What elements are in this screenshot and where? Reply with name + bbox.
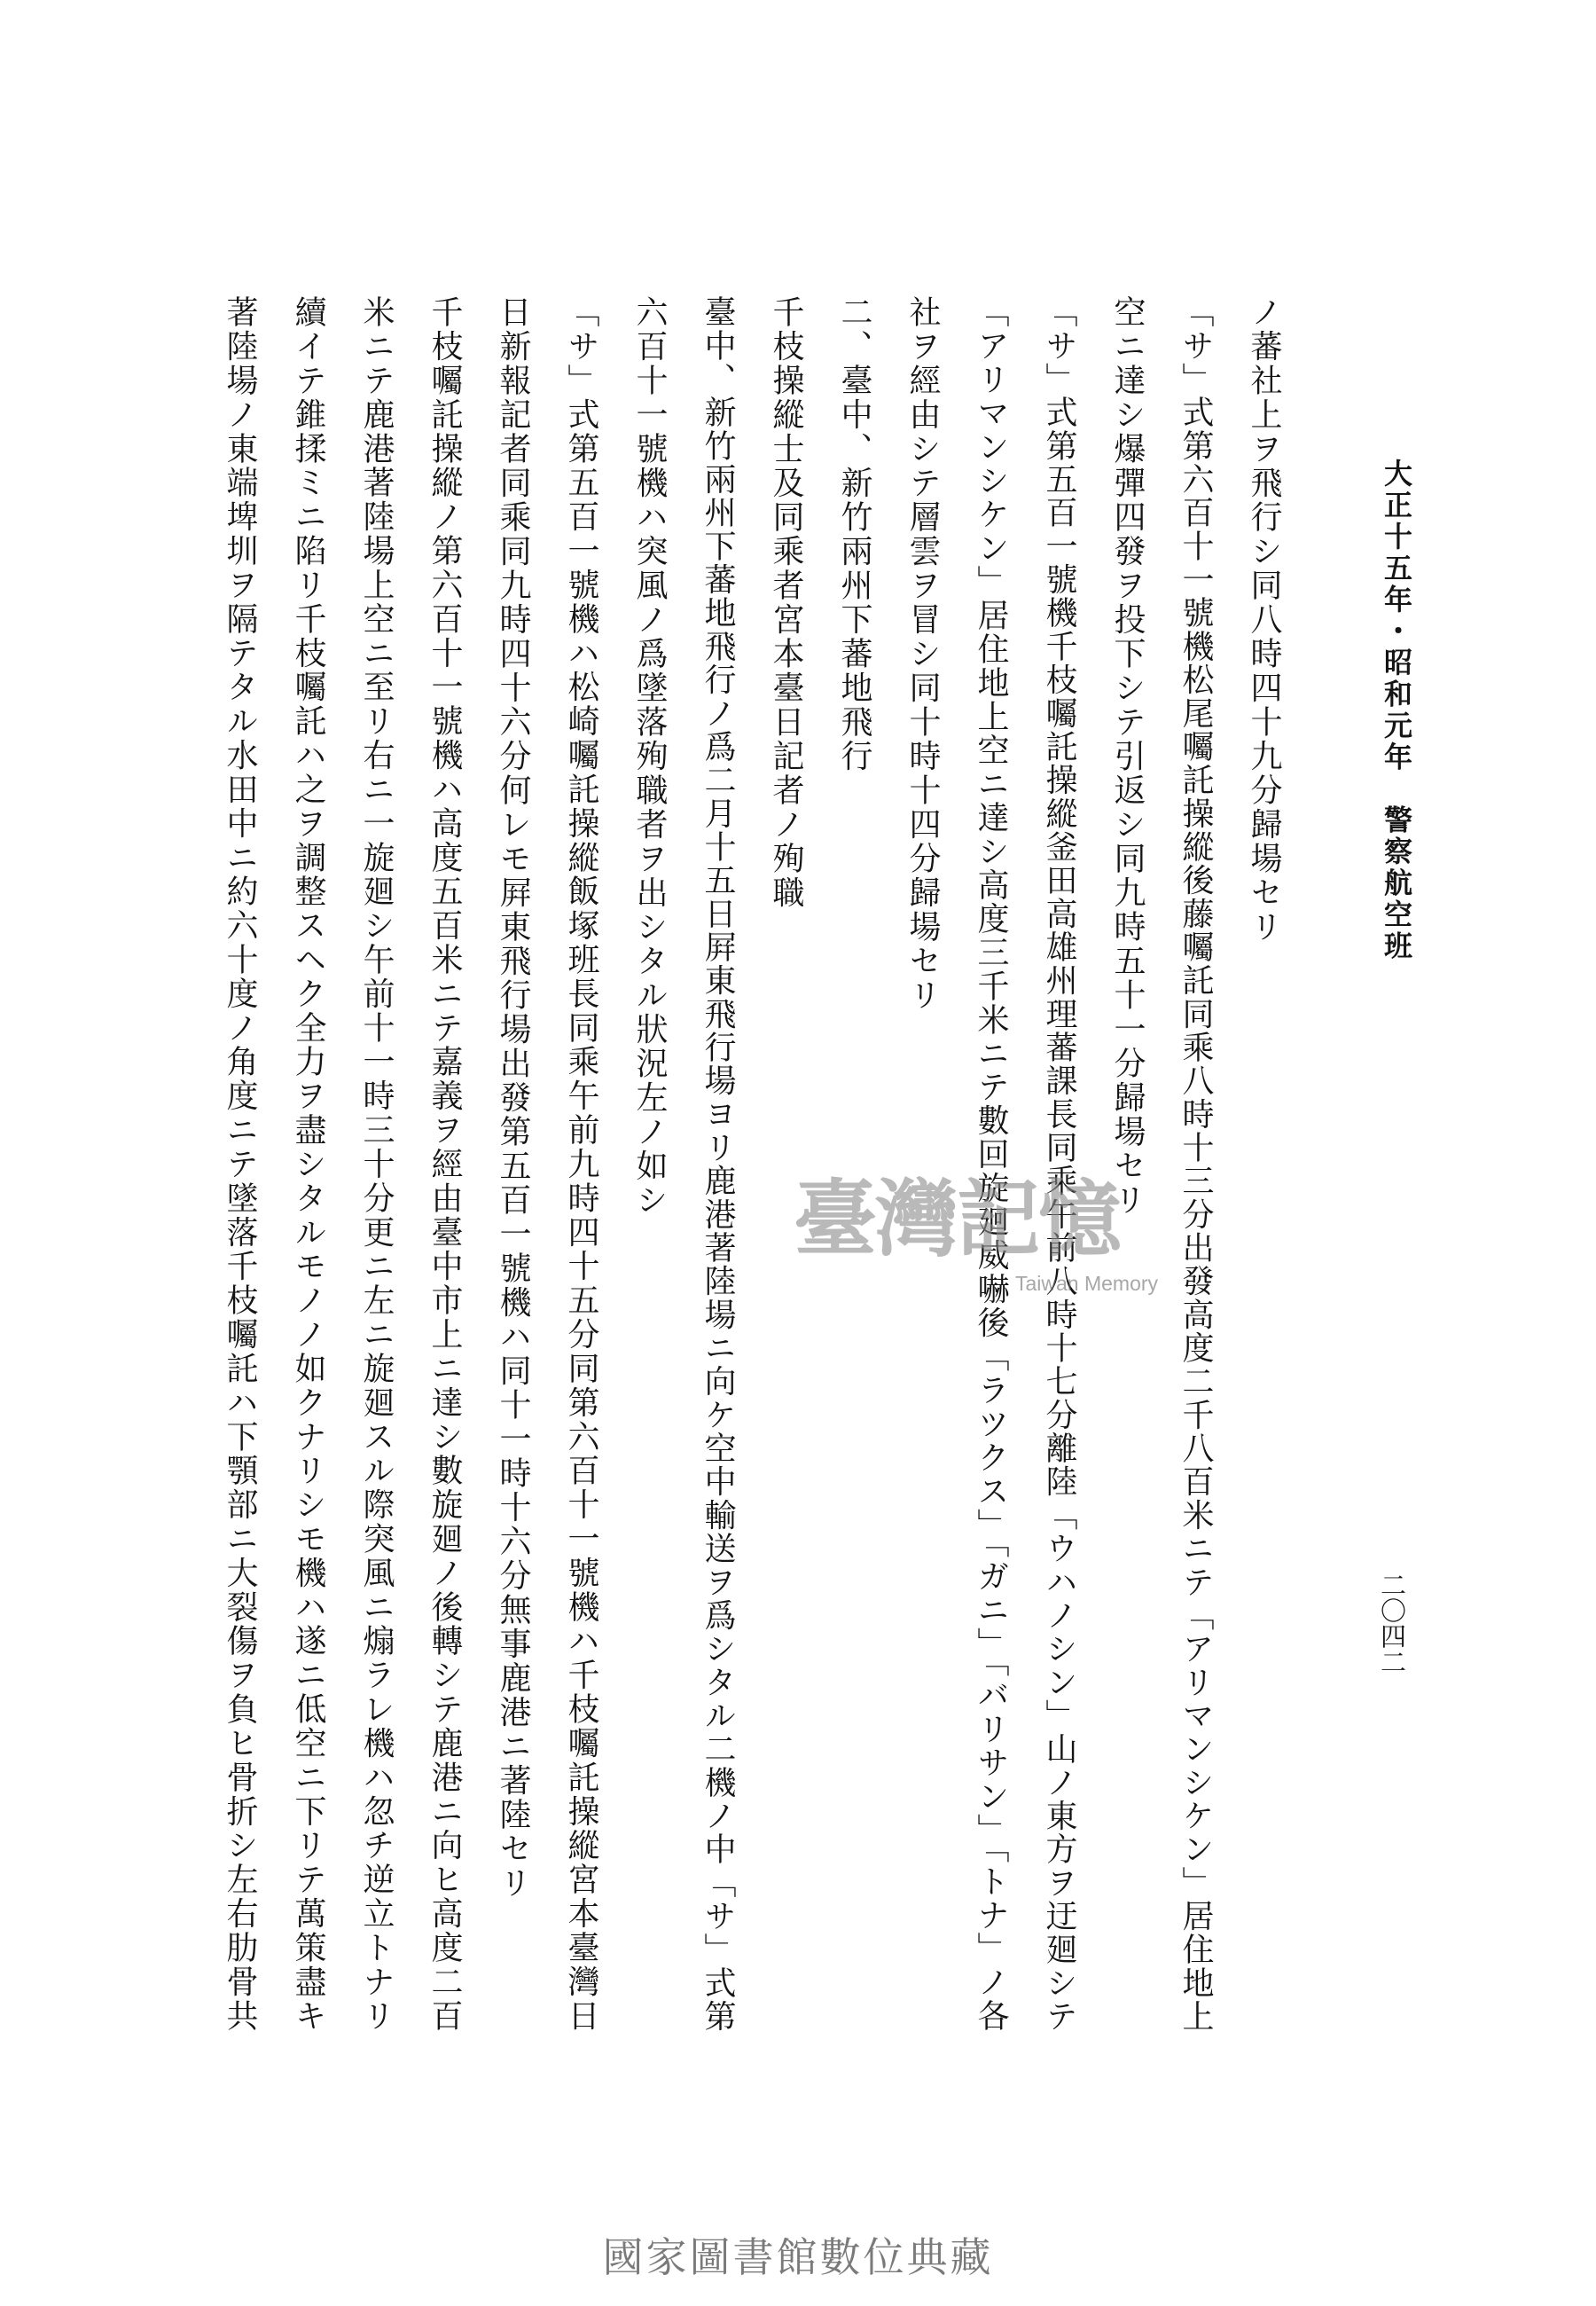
text-column: 米ニテ鹿港著陸場上空ニ至リ右ニ一旋廻シ午前十一時三十分更ニ左ニ旋廻スル際突風ニ煽ラレ機ハ忽チ逆立トナリ	[358, 295, 395, 2033]
watermark-logo-text: 臺灣記憶	[794, 1171, 1121, 1268]
section-heading: 二、臺中、新竹兩州下蕃地飛行	[836, 295, 872, 773]
text-column: 日新報記者同乘同九時四十六分何レモ屛東飛行場出發第五百一號機ハ同十一時十六分無事鹿港ニ著陸セリ	[495, 295, 531, 1901]
text-column: 千枝囑託操縱ノ第六百十一號機ハ高度五百米ニテ嘉義ヲ經由臺中市上ニ達シ數旋廻ノ後轉シテ鹿港ニ向ヒ高度二百	[426, 295, 463, 2033]
text-column: 社ヲ經由シテ層雲ヲ冒シ同十時十四分歸場セリ	[904, 295, 941, 1013]
text-column: 「アリマンシケン」居住地上空ニ達シ高度三千米ニテ數回旋廻威嚇後「ラツクス」「ガニ」「バリサン」「トナ」ノ各	[973, 295, 1009, 2033]
running-title: 大正十五年・昭和元年 警察航空班	[1380, 459, 1413, 962]
text-column: 「サ」式第五百一號機ハ松崎囑託操縱飯塚班長同乘午前九時四十五分同第六百十一號機ハ千枝囑託操縱宮本臺灣日	[563, 295, 599, 2033]
text-column: 六百十一號機ハ突風ノ爲墜落殉職者ヲ出シタル狀況左ノ如シ	[631, 295, 668, 1218]
text-column: 「サ」式第五百一號機千枝囑託操縱釜田高雄州理蕃課長同乘午前八時十七分離陸「ウハノシン」山ノ東方ヲ迂廻シテ	[1041, 295, 1077, 2033]
text-column: 空ニ達シ爆彈四發ヲ投下シテ引返シ同九時五十一分歸場セリ	[1109, 295, 1146, 1218]
text-column: ノ蕃社上ヲ飛行シ同八時四十九分歸場セリ	[1246, 295, 1282, 945]
text-column: 著陸場ノ東端埤圳ヲ隔テタル水田中ニ約六十度ノ角度ニテ墜落千枝囑託ハ下顎部ニ大裂傷ヲ負ヒ骨折シ左右肋骨共	[222, 295, 258, 2033]
watermark-logo-subtext: Taiwan Memory	[1015, 1272, 1159, 1295]
text-column: 臺中、新竹兩州下蕃地飛行ノ爲二月十五日屛東飛行場ヨリ鹿港著陸場ニ向ケ空中輸送ヲ爲シタル二機ノ中「サ」式第	[700, 295, 736, 2033]
text-column: 「サ」式第六百十一號機松尾囑託操縱後藤囑託同乘八時十三分出發高度二千八百米ニテ「アリマンシケン」居住地上	[1177, 295, 1214, 2033]
page-number: 二〇四二	[1377, 1572, 1407, 1675]
text-column: 續イテ錐揉ミニ陷リ千枝囑託ハ之ヲ調整スヘク全力ヲ盡シタルモノノ如クナリシモ機ハ遂ニ低空ニ下リテ萬策盡キ	[290, 295, 326, 2033]
subsection-heading: 千枝操縱士及同乘者宮本臺日記者ノ殉職	[768, 295, 804, 910]
collection-footer: 國家圖書館數位典藏	[602, 2233, 994, 2281]
